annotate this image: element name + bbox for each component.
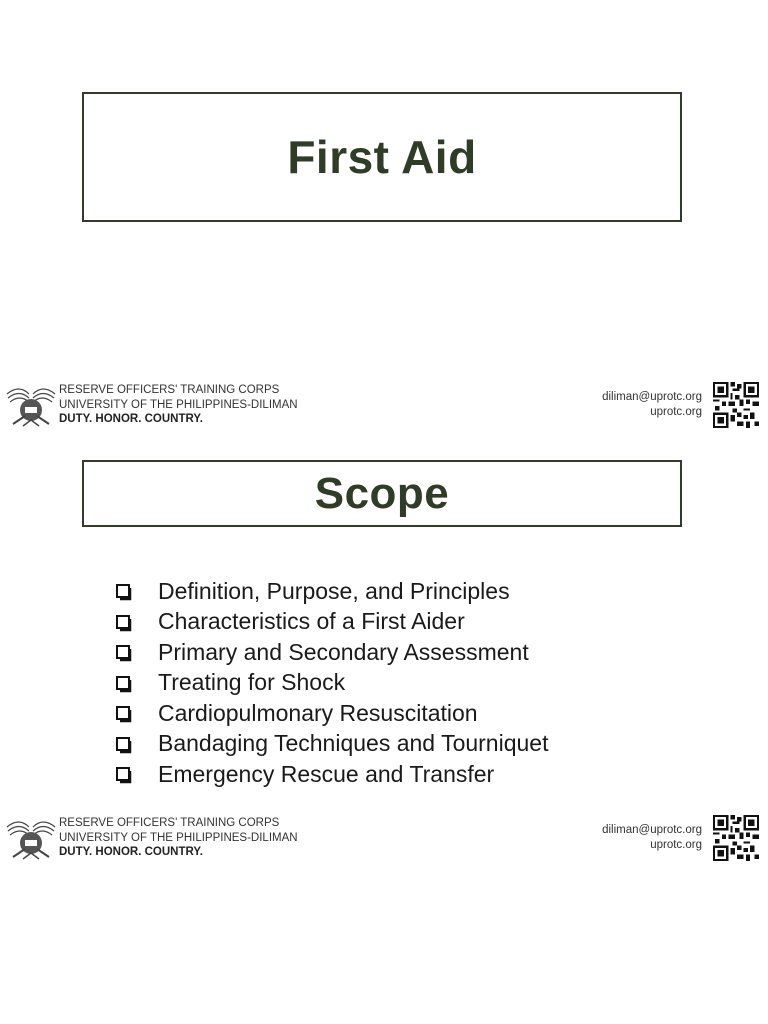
list-item: Primary and Secondary Assessment	[116, 637, 548, 668]
slide-title-box	[82, 460, 682, 527]
checkbox-icon	[116, 611, 133, 633]
checkbox-icon	[116, 580, 133, 602]
checkbox-icon	[116, 641, 133, 663]
website-text: uprotc.org	[650, 838, 702, 851]
list-item: Bandaging Techniques and Tourniquet	[116, 729, 548, 760]
rotc-eagle-emblem-icon	[5, 380, 57, 430]
slide-title: Scope	[314, 468, 450, 518]
website-text: uprotc.org	[650, 405, 702, 418]
checkbox-icon	[116, 763, 133, 785]
org-name: RESERVE OFFICERS' TRAINING CORPS	[59, 384, 280, 396]
org-block	[59, 816, 298, 860]
email-text: diliman@uprotc.org	[602, 824, 702, 836]
motto: DUTY. HONOR. COUNTRY.	[59, 413, 203, 425]
list-item: Emergency Rescue and Transfer	[116, 759, 548, 790]
checkbox-icon	[116, 702, 133, 724]
qr-code-icon	[713, 815, 759, 861]
motto: DUTY. HONOR. COUNTRY.	[59, 846, 203, 858]
slide-footer	[0, 813, 768, 865]
scope-list	[116, 576, 548, 790]
checkbox-icon	[116, 672, 133, 694]
slide-footer	[0, 380, 768, 432]
checkbox-icon	[116, 733, 133, 755]
rotc-eagle-emblem-icon	[5, 813, 57, 863]
list-item: Definition, Purpose, and Principles	[116, 576, 548, 607]
qr-code-icon	[713, 382, 759, 428]
contact-block	[602, 390, 702, 419]
org-block	[59, 383, 298, 427]
org-name: RESERVE OFFICERS' TRAINING CORPS	[59, 817, 280, 829]
list-item: Treating for Shock	[116, 668, 548, 699]
slide-title: First Aid	[287, 131, 477, 183]
university-name: UNIVERSITY OF THE PHILIPPINES-DILIMAN	[59, 398, 298, 411]
slide-title-box	[82, 92, 682, 222]
list-item: Cardiopulmonary Resuscitation	[116, 698, 548, 729]
university-name: UNIVERSITY OF THE PHILIPPINES-DILIMAN	[59, 831, 298, 844]
list-item: Characteristics of a First Aider	[116, 607, 548, 638]
contact-block	[602, 823, 702, 852]
email-text: diliman@uprotc.org	[602, 391, 702, 403]
